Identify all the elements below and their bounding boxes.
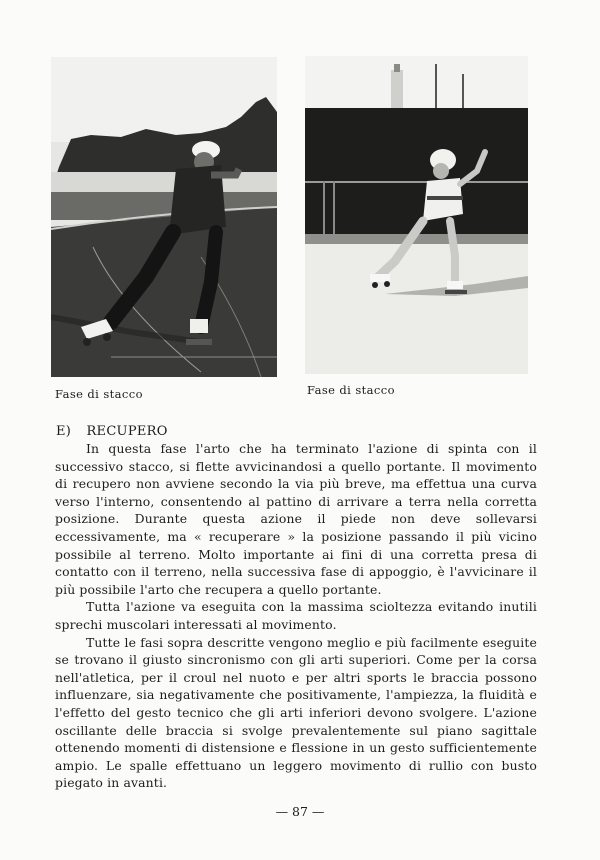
- section-title: RECUPERO: [86, 424, 168, 439]
- paragraph: In questa fase l'arto che ha terminato l'azione di spinta con il successivo stacco, si flette avvicinandosi a quello portante. Il movimento di recupero non avviene secondo la via più breve, ma effettua una curva verso l'interno, consentendo al pattino di arrivare a terra nella corretta posizione. Durante questa azione il piede non deve sollevarsi eccessivamente, ma « recuperare » la posizione passando il più vicino possibile al terreno. Molto importante ai fini di una corretta presa di contatto con il terreno, nella successiva fase di appoggio, è l'avvicinare il più possibile l'arto che recupera a quello portante.: [55, 441, 537, 597]
- photo-skater-rink: [305, 56, 528, 374]
- section-label: E): [56, 424, 72, 439]
- paragraph: Tutte le fasi sopra descritte vengono meglio e più facilmente eseguite se trovano il giusto sincronismo con gli arti superiori. Come per la corsa nell'atletica, per il croul nel nuoto e per altri sports le braccia possono influenzare, sia negativamente che positivamente, l'ampiezza, la fluidità e l'effetto del gesto tecnico che gli arti inferiori devono svolgere. L'azione oscillante delle braccia si svolge prevalentemente sul piano sagittale ottenendo momenti di distensione e flessione in un gesto sufficientemente ampio. Le spalle effettuano un leggero movimento di rullio con busto piegato in avanti.: [55, 634, 537, 791]
- body-text: [55, 440, 537, 792]
- skater-rink-image: [305, 56, 528, 374]
- figure-caption-left: Fase di stacco: [55, 387, 143, 401]
- skater-track-image: [51, 57, 277, 377]
- paragraph: Tutta l'azione va eseguita con la massima scioltezza evitando inutili sprechi muscolari interessati al movimento.: [55, 599, 537, 632]
- page-number: — 87 —: [275, 804, 325, 819]
- figure-caption-right: Fase di stacco: [307, 383, 395, 397]
- section-heading: [56, 424, 168, 439]
- photo-skater-track: [51, 57, 277, 377]
